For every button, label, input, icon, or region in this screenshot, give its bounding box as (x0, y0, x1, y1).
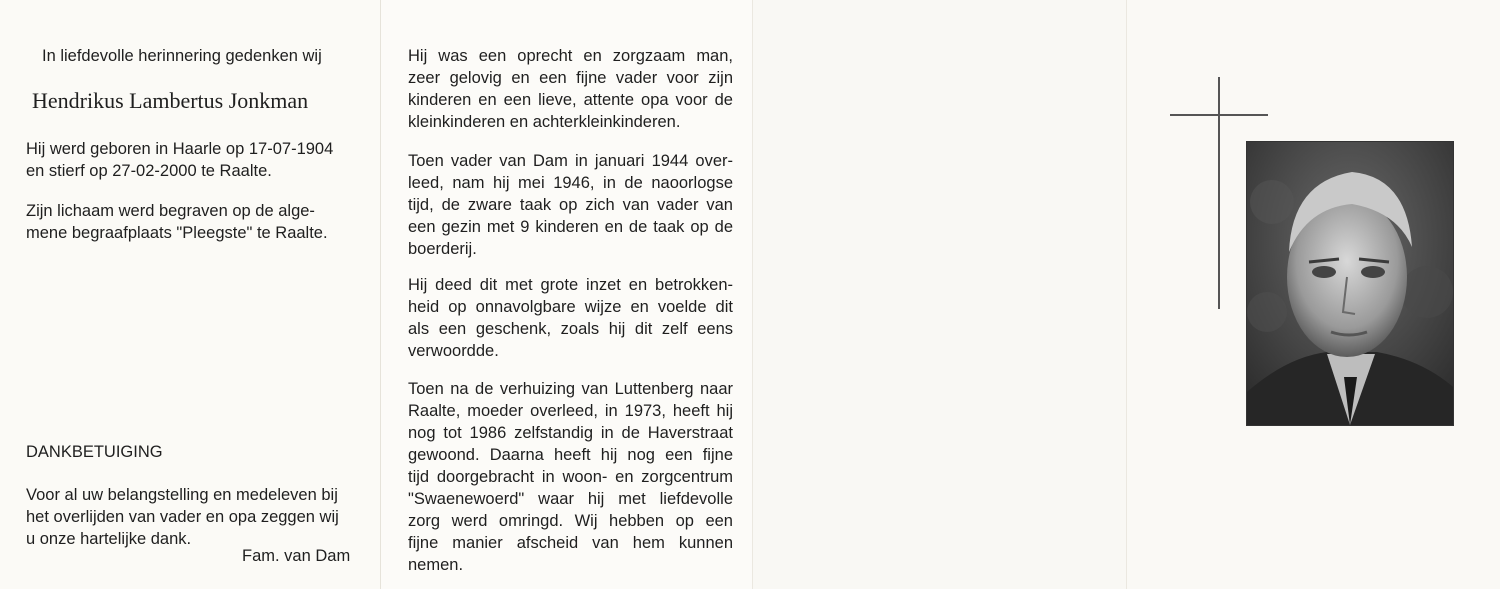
text-line: zorg werd omringd. Wij hebben op een (408, 512, 733, 530)
deceased-name: Hendrikus Lambertus Jonkman (32, 88, 309, 113)
text-line: tijd, de zware taak op zich van vader van (408, 196, 733, 214)
text-line: "Swaenewoerd" waar hij met liefdevolle (408, 490, 733, 508)
text-line: Voor al uw belangstelling en medeleven bij (26, 486, 338, 504)
text-line: een gezin met 9 kinderen en de taak op de (408, 218, 733, 236)
text-line: boerderij. (408, 240, 477, 258)
family-signature: Fam. van Dam (242, 547, 351, 565)
text-line: fijne manier afscheid van hem kunnen (408, 534, 733, 552)
text-line: mene begraafplaats "Pleegste" te Raalte. (26, 224, 328, 242)
text-line: gewoond. Daarna heeft hij nog een fijne (408, 446, 733, 464)
text-line: Toen na de verhuizing van Luttenberg naar (408, 380, 733, 398)
text-line: heid op onnavolgbare wijze en voelde dit (408, 298, 733, 316)
portrait-image (1247, 142, 1453, 425)
text-line: het overlijden van vader en opa zeggen wij (26, 508, 339, 526)
thanks-heading: DANKBETUIGING (26, 443, 163, 461)
text-line: nemen. (408, 556, 464, 574)
burial-text (26, 200, 328, 244)
text-line: Hij deed dit met grote inzet en betrokken- (408, 276, 733, 294)
biography-paragraph-1 (408, 45, 733, 133)
cross-icon-vertical (1218, 77, 1220, 309)
text-line: verwoordde. (408, 342, 499, 360)
text-line: nog tot 1986 zelfstandig in de Haverstraat (408, 424, 733, 442)
portrait-photo (1246, 141, 1454, 426)
text-line: Hij was een oprecht en zorgzaam man, (408, 47, 733, 65)
text-line: Hij werd geboren in Haarle op 17-07-1904 (26, 140, 334, 158)
text-line: zeer gelovig en een fijne vader voor zijn (408, 69, 733, 87)
text-line: tijd doorgebracht in woon- en zorgcentrum (408, 468, 733, 486)
biography-paragraph-3 (408, 274, 733, 362)
biography-paragraph-4 (408, 378, 733, 576)
intro-text: In liefdevolle herinnering gedenken wij (42, 47, 322, 65)
biography-paragraph-2 (408, 150, 733, 260)
birth-death-text (26, 138, 333, 182)
text-line: en stierf op 27-02-2000 te Raalte. (26, 162, 272, 180)
text-line: als een geschenk, zoals hij dit zelf eens (408, 320, 733, 338)
thanks-text (26, 484, 339, 550)
text-line: u onze hartelijke dank. (26, 530, 192, 548)
text-line: Zijn lichaam werd begraven op de alge- (26, 202, 315, 220)
blank-panel (752, 0, 1127, 589)
text-line: kinderen en een lieve, attente opa voor de (408, 91, 733, 109)
cross-icon-horizontal (1170, 114, 1268, 116)
text-line: kleinkinderen en achterkleinkinderen. (408, 113, 681, 131)
text-line: Raalte, moeder overleed, in 1973, heeft hij (408, 402, 733, 420)
text-line: leed, nam hij mei 1946, in de naoorlogse (408, 174, 733, 192)
text-line: Toen vader van Dam in januari 1944 over- (408, 152, 733, 170)
